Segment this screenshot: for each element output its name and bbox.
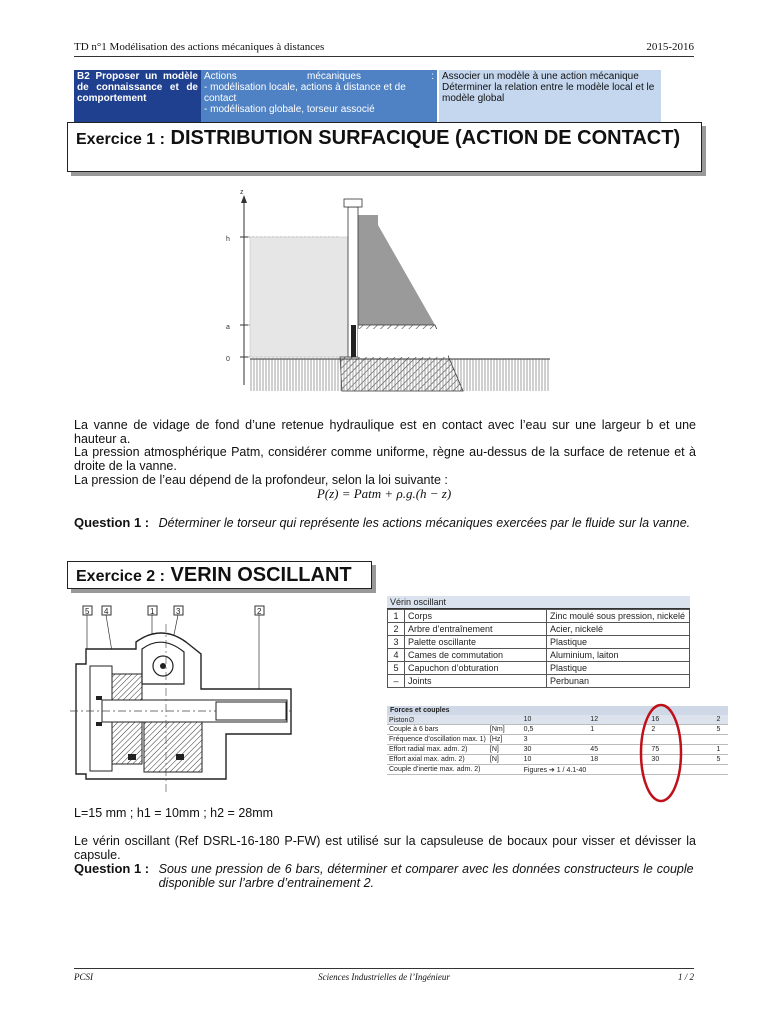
callout-5: 5 — [85, 607, 90, 616]
exercise-1-label: Exercice 1 : — [76, 131, 165, 148]
forces-cell: Couple à 6 bars — [387, 725, 488, 735]
callout-4: 4 — [104, 607, 109, 616]
forces-cell — [714, 735, 728, 745]
forces-cell: [N] — [488, 755, 522, 765]
forces-cell: 75 — [649, 745, 714, 755]
ex2-paragraph: Le vérin oscillant (Ref DSRL-16-180 P-FW) est utilisé sur la capsuleuse de bocaux pour visser et dévisser la capsule. — [74, 834, 696, 862]
parts-row — [388, 675, 690, 688]
ex2-dimensions: L=15 mm ; h1 = 10mm ; h2 = 28mm — [74, 806, 274, 820]
forces-header-cell: 16 — [649, 715, 714, 725]
parts-table-title: Vérin oscillant — [387, 596, 690, 609]
forces-table-title: Forces et couples — [387, 706, 728, 715]
forces-cell: 18 — [588, 755, 649, 765]
forces-cell: Effort axial max. adm. 2) — [387, 755, 488, 765]
part-material: Plastique — [547, 662, 690, 675]
part-number: 2 — [388, 623, 405, 636]
axis-z-label: z — [240, 189, 244, 196]
forces-cell: [Nm] — [488, 725, 522, 735]
page-footer — [74, 972, 694, 982]
part-name: Palette oscillante — [405, 636, 547, 649]
footer-subject: Sciences Industrielles de l’Ingénieur — [318, 972, 450, 982]
oscillating-cylinder-drawing — [66, 604, 296, 804]
level-zero-label: 0 — [226, 356, 230, 363]
callout-3: 3 — [176, 607, 181, 616]
ex1-question-text: Déterminer le torseur qui représente les actions mécaniques exercées par le fluide sur la vanne. — [158, 516, 691, 530]
ex1-paragraph-2: La pression atmosphérique Patm, considérer comme uniforme, règne au-dessus de la surface de retenue et à droite de la vanne. — [74, 445, 696, 473]
dam-valve-figure — [220, 185, 550, 395]
forces-cell — [488, 765, 522, 775]
forces-cell: 0,5 — [522, 725, 589, 735]
part-name: Joints — [405, 675, 547, 688]
forces-cell: 30 — [522, 745, 589, 755]
callout-1: 1 — [150, 607, 155, 616]
part-number: 4 — [388, 649, 405, 662]
level-h-label: h — [226, 236, 230, 243]
part-number: – — [388, 675, 405, 688]
parts-table — [387, 609, 690, 688]
footer-class: PCSI — [74, 972, 93, 982]
ex2-question-text: Sous une pression de 6 bars, déterminer et comparer avec les données constructeurs le couple disponible sur l’arbre d’entrainement 2. — [158, 862, 694, 890]
exercise-2-label: Exercice 2 : — [76, 568, 165, 585]
ex1-paragraph-3: La pression de l’eau dépend de la profondeur, selon la loi suivante : — [74, 473, 448, 487]
part-name: Capuchon d’obturation — [405, 662, 547, 675]
highlight-ellipse — [636, 702, 686, 804]
exercise-2-title — [76, 564, 363, 588]
parts-table-block — [387, 596, 690, 688]
pressure-formula: P(z) = Patm + ρ.g.(h − z) — [316, 486, 452, 501]
forces-cell: Fréquence d’oscillation max. 1) — [389, 736, 486, 743]
forces-cell: 3 — [522, 735, 589, 745]
forces-header-cell: 12 — [588, 715, 649, 725]
parts-row — [388, 662, 690, 675]
forces-cell: 5 — [714, 725, 728, 735]
header-rule — [74, 56, 694, 57]
forces-cell: Figures ➔ 1 / 4.1-40 — [523, 766, 587, 774]
part-material: Acier, nickelé — [547, 623, 690, 636]
page-header — [74, 41, 694, 53]
ex2-question-1 — [74, 862, 696, 890]
part-number: 5 — [388, 662, 405, 675]
header-title: TD n°1 Modélisation des actions mécaniques à distances — [74, 41, 325, 53]
forces-cell: [N] — [488, 745, 522, 755]
part-number: 3 — [388, 636, 405, 649]
forces-cell: 30 — [649, 755, 714, 765]
level-a-label: a — [226, 324, 230, 331]
forces-cell: 45 — [588, 745, 649, 755]
header-year: 2015-2016 — [646, 41, 694, 53]
part-material: Zinc moulé sous pression, nickelé — [547, 610, 690, 623]
parts-row — [388, 623, 690, 636]
part-name: Arbre d’entraînement — [405, 623, 547, 636]
competence-topic — [201, 70, 437, 122]
parts-row — [388, 610, 690, 623]
exercise-2-heading: VERIN OSCILLANT — [170, 564, 352, 586]
exercise-1-title — [76, 126, 693, 152]
exercise-1-heading: DISTRIBUTION SURFACIQUE (ACTION DE CONTACT) — [170, 127, 681, 149]
competence-objective: Associer un modèle à une action mécanique Déterminer la relation entre le modèle local et le modèle global — [439, 70, 661, 122]
forces-header-cell: 2 — [714, 715, 728, 725]
footer-page-number: 1 / 2 — [677, 972, 694, 982]
forces-header-cell: 10 — [522, 715, 589, 725]
forces-cell: Effort radial max. adm. 2) — [387, 745, 488, 755]
forces-cell: 5 — [714, 755, 728, 765]
forces-cell: 1 — [588, 725, 649, 735]
ex1-question-1 — [74, 516, 696, 530]
ex1-question-label: Question 1 : — [74, 515, 150, 530]
forces-cell: 2 — [649, 725, 714, 735]
part-name: Cames de commutation — [405, 649, 547, 662]
part-material: Aluminium, laiton — [547, 649, 690, 662]
forces-header-cell: Piston∅ — [387, 715, 488, 725]
parts-row — [388, 636, 690, 649]
part-name: Corps — [405, 610, 547, 623]
competence-table — [74, 70, 661, 122]
forces-cell: 10 — [522, 755, 589, 765]
forces-cell — [714, 765, 728, 775]
competence-topic-title: Actions mécaniques : — [204, 71, 434, 82]
parts-row — [388, 649, 690, 662]
competence-code: B2 Proposer un modèle de connaissance et de comportement — [74, 70, 201, 122]
ex2-question-label: Question 1 : — [74, 861, 150, 876]
competence-topic-line-1: - modélisation locale, actions à distance et de contact — [204, 82, 406, 104]
exercise-1-title-box — [67, 122, 702, 172]
forces-cell: 1 — [714, 745, 728, 755]
ex1-paragraph-1: La vanne de vidage de fond d’une retenue hydraulique est en contact avec l’eau sur une largeur b et une hauteur a. — [74, 418, 696, 446]
callout-2: 2 — [257, 607, 262, 616]
part-material: Perbunan — [547, 675, 690, 688]
forces-cell: Couple d’inertie max. adm. 2) — [387, 765, 488, 775]
part-material: Plastique — [547, 636, 690, 649]
part-number: 1 — [388, 610, 405, 623]
footer-rule — [74, 968, 694, 969]
forces-cell: [Hz] — [488, 735, 522, 745]
forces-header-cell — [488, 715, 522, 725]
competence-topic-line-2: - modélisation globale, torseur associé — [204, 104, 375, 115]
exercise-2-title-box — [67, 561, 372, 589]
